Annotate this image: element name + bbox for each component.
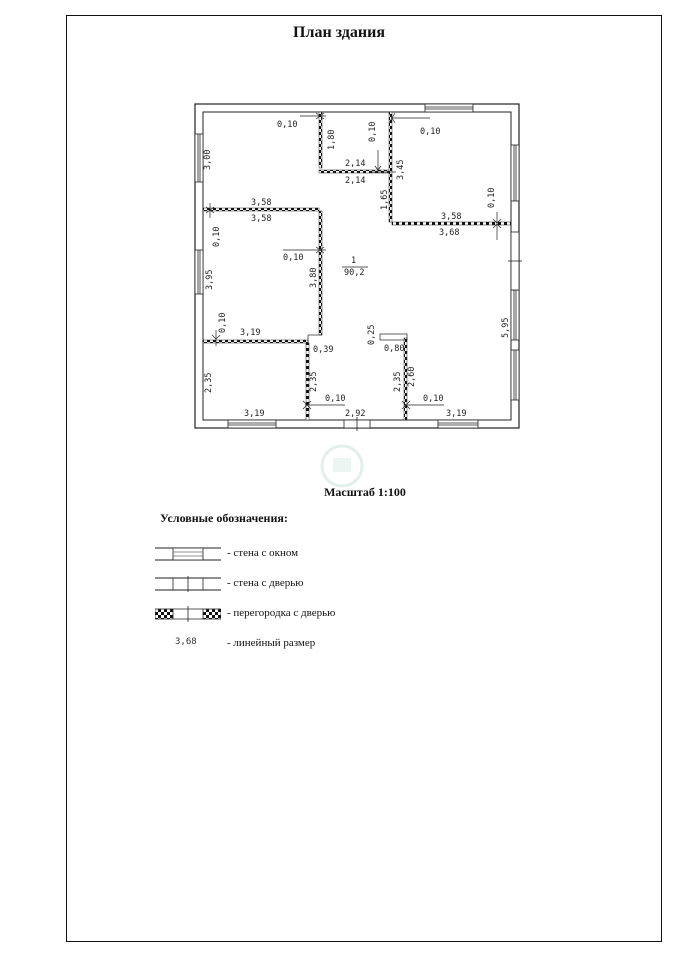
- legend-label-linear-dimension: - линейный размер: [227, 637, 316, 649]
- partition-door-symbol: [155, 606, 221, 622]
- window-right-3: [511, 350, 519, 400]
- partition-h-left-bottom: [203, 340, 308, 343]
- legend-label-wall-door: - стена с дверью: [227, 577, 304, 589]
- outer-wall-outer: [195, 104, 519, 428]
- dim-010-b1: 0,10: [325, 394, 346, 404]
- partition-h-left-top: [203, 208, 319, 211]
- windows: [195, 104, 519, 428]
- legend-label-wall-window: - стена с окном: [227, 547, 299, 559]
- dim-010-top: 0,10: [277, 120, 298, 130]
- dim-235-a: 2,35: [204, 372, 214, 393]
- dim-025: 0,25: [367, 324, 377, 345]
- dim-380: 3,80: [309, 267, 319, 288]
- dim-039: 0,39: [313, 345, 334, 355]
- legend-sample-dimension: 3,68: [175, 637, 197, 647]
- legend-label-partition-door: - перегородка с дверью: [227, 607, 336, 619]
- window-left-2: [195, 250, 203, 294]
- dim-214-a: 2,14: [345, 159, 366, 169]
- dim-319-a: 3,19: [240, 328, 261, 338]
- dim-235-b: 2,35: [309, 371, 319, 392]
- dim-358-c: 3,58: [441, 212, 462, 222]
- room-number: 1: [351, 256, 357, 266]
- dim-368: 3,68: [439, 228, 460, 238]
- wall-window-symbol: [155, 546, 221, 562]
- dim-319-c: 3,19: [446, 409, 467, 419]
- dim-395: 3,95: [205, 269, 215, 290]
- dim-080: 0,80: [384, 344, 405, 354]
- dim-214-b: 2,14: [345, 176, 366, 186]
- scale-label: Масштаб 1:100: [324, 485, 406, 499]
- dim-292: 2,92: [345, 409, 366, 419]
- watermark-seal: [322, 446, 362, 486]
- partition-h-small: [319, 170, 389, 173]
- window-right-1: [511, 145, 519, 201]
- dim-010-arrow: 0,10: [283, 253, 304, 263]
- dim-010-right: 0,10: [420, 127, 441, 137]
- window-top: [425, 104, 473, 112]
- window-bottom-1: [228, 420, 276, 428]
- window-left-1: [195, 134, 203, 182]
- dim-319-b: 3,19: [244, 409, 265, 419]
- window-right-2: [511, 290, 519, 340]
- dim-010-b2: 0,10: [423, 394, 444, 404]
- dim-010-mid: 0,10: [368, 121, 378, 142]
- dim-358-b: 3,58: [251, 214, 272, 224]
- dim-300: 3,00: [203, 149, 213, 170]
- wall-door-symbol: [155, 576, 221, 592]
- dim-010-left2: 0,10: [218, 312, 228, 333]
- dim-010-left1: 0,10: [212, 226, 222, 247]
- dim-165: 1,65: [380, 189, 390, 210]
- dim-595: 5,95: [501, 317, 511, 338]
- room-area: 90,2: [344, 268, 365, 278]
- niche: [380, 334, 407, 340]
- partition-v-top-left: [319, 112, 322, 168]
- window-bottom-2: [438, 420, 478, 428]
- page-title: План здания: [293, 24, 385, 41]
- dim-260: 2,60: [407, 366, 417, 387]
- dim-235-c: 2,35: [393, 371, 403, 392]
- legend-title: Условные обозначения:: [160, 511, 288, 525]
- dim-358-a: 3,58: [251, 198, 272, 208]
- dim-345: 3,45: [396, 159, 406, 180]
- partition-h-right: [392, 222, 511, 225]
- partition-v-mid-left: [319, 211, 322, 335]
- dim-010-far: 0,10: [487, 187, 497, 208]
- dim-180: 1,80: [327, 129, 337, 150]
